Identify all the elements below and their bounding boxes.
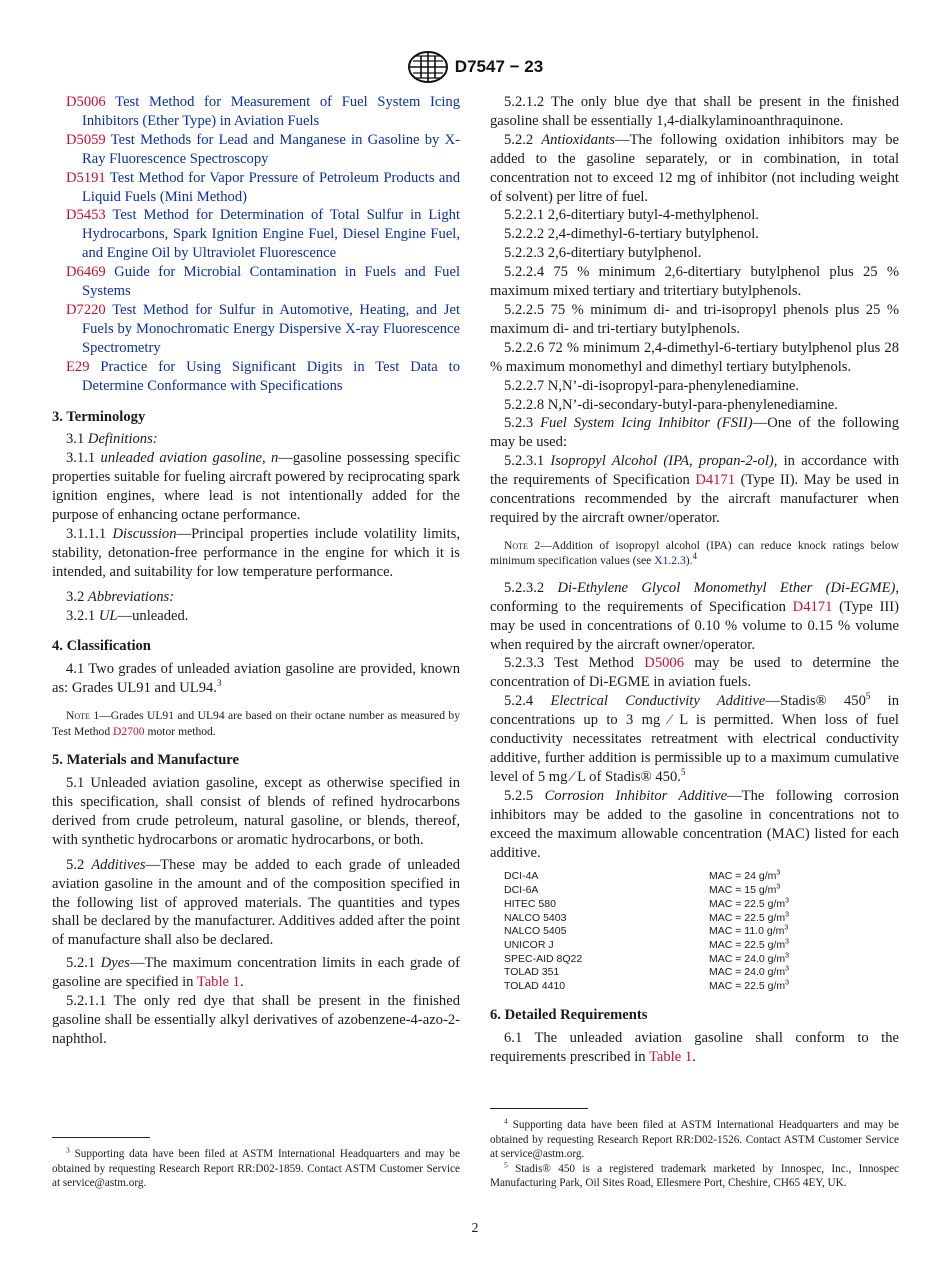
reference-code-link[interactable]: D6469: [66, 264, 106, 281]
page-number: 2: [471, 1221, 479, 1236]
paragraph-5-2-3: 5.2.3 Fuel System Icing Inhibitor (FSII)—One of the following may be used:: [490, 415, 899, 451]
x1-2-3-link[interactable]: X1.2.3: [654, 554, 686, 568]
reference-code-link[interactable]: D5191: [66, 169, 106, 186]
reference-title-link[interactable]: Test Method for Measurement of Fuel System Icing Inhibitors (Ether Type) in Aviation Fuels: [82, 94, 460, 129]
mac-value: MAC = 22.5 $g/m^3$: [709, 938, 790, 951]
additive-name: DCI-6A: [504, 884, 539, 897]
standard-designation: D7547 − 23: [454, 57, 544, 76]
reference-item: [52, 131, 460, 169]
paragraph-3-1-1: 3.1.1 unleaded aviation gasoline, n—gasoline possessing specific properties suitable for fueling aircraft powered by reciprocating spark ignition engines, where lead is not intentionally added for the purpose of enhancing octane performance.: [52, 450, 461, 524]
antioxidant-item: 5.2.2.7 N,N’-di-isopropyl-para-phenylenediamine.: [504, 377, 800, 394]
additive-name: SPEC-AID 8Q22: [504, 952, 583, 965]
paragraph-5-2-3-2: 5.2.3.2 Di-Ethylene Glycol Monomethyl Ether (Di-EGME), conforming to the requirements of Specification D4171 (Type III) may be used in concentrations of 0.10 % volume to 0.15 % volume when required by the aircraft owner/operator.: [490, 579, 900, 653]
note-1: Note 1—Grades UL91 and UL94 are based on their octane number as measured by Test Method D2700 motor method.: [52, 709, 461, 738]
d4171-link[interactable]: D4171: [695, 472, 736, 489]
reference-item: [52, 301, 460, 358]
additive-name: DCI-4A: [504, 870, 539, 883]
mac-value: MAC = 11.0 $g/m^3$: [709, 924, 789, 938]
reference-title-link[interactable]: Test Method for Vapor Pressure of Petroleum Products and Liquid Fuels (Mini Method): [82, 169, 460, 205]
paragraph-5-2-1-1: 5.2.1.1 The only red dye that shall be present in the finished gasoline shall be essentially alkyl derivatives of azobenzene-4-azo-2-naphthol.: [52, 993, 460, 1047]
reference-code-link[interactable]: D5006: [66, 94, 106, 110]
mac-value: MAC = 22.5 $g/m^3$: [709, 911, 790, 924]
table-row: [504, 980, 899, 994]
footnotes-right: [490, 1118, 899, 1191]
paragraph-3-1-1-1: 3.1.1.1 Discussion—Principal properties include volatility limits, stability, detonation-free performance in the engine for which it is intended, and suitability for low temperature performance.: [52, 525, 460, 580]
footnote-4: $^4$ Supporting data have been filed at ASTM International Headquarters and may be obtained by requesting Research Report RR:D02-1526. Contact ASTM Customer Service at service@astm.org.: [490, 1116, 899, 1160]
reference-item: [52, 169, 460, 207]
additive-name: NALCO 5403: [504, 911, 567, 924]
antioxidant-item: 5.2.2.1 2,6-ditertiary butyl-4-methylphenol.: [504, 207, 759, 224]
antioxidant-item: 5.2.2.2 2,4-dimethyl-6-tertiary butylphenol.: [504, 226, 759, 243]
reference-item: [52, 263, 460, 301]
reference-code-link[interactable]: D5059: [66, 131, 106, 148]
reference-code-link[interactable]: D7220: [66, 301, 106, 318]
page-header: [0, 50, 950, 84]
d2700-link[interactable]: D2700: [113, 724, 145, 738]
paragraph-5-2-5: 5.2.5 Corrosion Inhibitor Additive—The following corrosion inhibitors may be added to the gasoline in concentrations not to exceed the maximum allowable concentration (MAC) listed for each additive.: [490, 787, 899, 861]
referenced-documents-list: [52, 93, 460, 396]
reference-title-link[interactable]: Guide for Microbial Contamination in Fuels and Fuel Systems: [82, 264, 460, 300]
antioxidant-item: 5.2.2.5 75 % minimum di- and tri-isopropyl phenols plus 25 % maximum di- and tri-tertiary butylphenols.: [490, 301, 899, 337]
left-column: [52, 93, 460, 1049]
table-row: [504, 953, 899, 967]
section-heading-materials: 5. Materials and Manufacture: [52, 752, 239, 769]
additive-name: UNICOR J: [504, 938, 554, 951]
antioxidant-item: 5.2.2.6 72 % minimum 2,4-dimethyl-6-tertiary butylphenol plus 28 % maximum monomethyl and dimethyl tertiary butylphenols.: [490, 339, 899, 375]
mac-value: MAC = 22.5 $g/m^3$: [709, 979, 790, 993]
paragraph-5-2-4: 5.2.4 Electrical Conductivity Additive—Stadis® $450^5$ in concentrations up to 3 mg ⁄ L is permitted. When loss of fuel conductivity necessitates retreatment with electrical conductivity additive, further addition is permissible up to a maximum cumulative level of 5 mg ⁄ L of Stadis® 450.$^5$: [490, 691, 899, 785]
footnote-rule: [490, 1108, 588, 1109]
right-column: [490, 93, 899, 1066]
additive-name: NALCO 5405: [504, 925, 567, 938]
table-row: [504, 898, 899, 912]
paragraph-5-2-3-1: 5.2.3.1 Isopropyl Alcohol (IPA, propan-2-ol), in accordance with the requirements of Specification D4171 (Type II). May be used in concentrations recommended by the aircraft manufacturer when required by the aircraft owner/operator.: [490, 453, 899, 526]
table-1-link[interactable]: Table 1: [196, 974, 240, 991]
mac-value: MAC = 15 $g/m^3$: [709, 883, 781, 897]
d4171-link[interactable]: D4171: [792, 598, 833, 615]
antioxidant-item: 5.2.2.3 2,6-ditertiary butylphenol.: [504, 245, 702, 262]
paragraph-3-1: 3.1 Definitions:: [66, 431, 158, 448]
reference-code-link[interactable]: E29: [66, 358, 90, 375]
table-1-link[interactable]: Table 1: [649, 1048, 693, 1065]
reference-item: [52, 93, 460, 131]
reference-title-link[interactable]: Test Method for Sulfur in Automotive, Heating, and Jet Fuels by Monochromatic Energy Dispersive X-ray Fluorescence Spectrometry: [82, 301, 460, 356]
paragraph-3-2: 3.2 Abbreviations:: [66, 588, 175, 605]
paragraph-5-2-1: 5.2.1 Dyes—The maximum concentration limits in each grade of gasoline are specified in Table 1.: [52, 955, 460, 991]
d5006-link[interactable]: D5006: [644, 655, 685, 672]
footnote-rule: [52, 1137, 150, 1138]
paragraph-5-1: 5.1 Unleaded aviation gasoline, except as otherwise specified in this specification, shall consist of blends of refined hydrocarbons derived from crude petroleum, natural gasoline, or blends, thereof, with synthetic hydrocarbons or aromatic hydrocarbons, or both.: [52, 775, 460, 848]
reference-title-link[interactable]: Practice for Using Significant Digits in Test Data to Determine Conformance with Specifications: [82, 358, 460, 394]
reference-title-link[interactable]: Test Methods for Lead and Manganese in Gasoline by X-Ray Fluorescence Spectroscopy: [82, 131, 460, 167]
table-row: [504, 884, 899, 898]
reference-item: [52, 206, 460, 263]
additive-name: HITEC 580: [504, 897, 556, 910]
antioxidant-item: 5.2.2.4 75 % minimum 2,6-ditertiary butylphenol plus 25 % maximum mixed tertiary and tritertiary butylphenols.: [490, 264, 899, 300]
paragraph-5-2: 5.2 Additives—These may be added to each grade of unleaded aviation gasoline in the amount and of the composition specified in the following list of approved materials. The quantities and types shall be declared by the manufacturer. Additives added after the point of manufacture shall also be declared.: [52, 856, 460, 949]
reference-code-link[interactable]: D5453: [66, 207, 106, 224]
mac-value: MAC = 22.5 $g/m^3$: [709, 897, 790, 910]
paragraph-5-2-2: 5.2.2 Antioxidants—The following oxidation inhibitors may be added to the gasoline separately, or in combination, in total concentration not to exceed 12 mg of inhibitor (not including weight of solvent) per litre of fuel.: [490, 131, 900, 205]
paragraph-5-2-3-3: 5.2.3.3 Test Method D5006 may be used to determine the concentration of Di-EGME in aviation fuels.: [490, 655, 899, 691]
paragraph-5-2-1-2: 5.2.1.2 The only blue dye that shall be present in the finished gasoline shall be essentially 1,4-dialkylaminoanthraquinone.: [490, 94, 899, 129]
table-row: [504, 870, 899, 884]
table-row: [504, 966, 899, 980]
mac-value: MAC = 24.0 $g/m^3$: [709, 952, 790, 965]
paragraph-4-1: 4.1 Two grades of unleaded aviation gasoline are provided, known as: Grades UL91 and UL94.$^3$: [52, 661, 460, 697]
footnote-5: $^5$ Stadis® 450 is a registered trademark marketed by Innospec, Inc., Innospec Manufacturing Park, Oil Sites Road, Ellesmere Port, Cheshire, CH65 4EY, UK.: [490, 1159, 899, 1189]
astm-logo-icon: [407, 50, 449, 84]
additive-name: TOLAD 4410: [504, 980, 566, 993]
footnote-3: $^3$ Supporting data have been filed at ASTM International Headquarters and may be obtained by requesting Research Report RR:D02-1859. Contact ASTM Customer Service at service@astm.org.: [52, 1145, 460, 1189]
mac-value: MAC = 24.0 $g/m^3$: [709, 965, 790, 979]
additive-name: TOLAD 351: [504, 966, 560, 979]
note-2: Note 2—Addition of isopropyl alcohol (IPA) can reduce knock ratings below minimum specification values (see X1.2.3).$^4$: [490, 538, 899, 568]
table-row: [504, 912, 899, 926]
mac-table: [504, 870, 899, 993]
section-heading-classification: 4. Classification: [52, 638, 151, 655]
section-heading-terminology: 3. Terminology: [52, 408, 146, 425]
reference-title-link[interactable]: Test Method for Determination of Total Sulfur in Light Hydrocarbons, Spark Ignition Engine Fuel, Diesel Engine Fuel, and Engine Oil by Ultraviolet Fluorescence: [82, 207, 460, 262]
paragraph-3-2-1: 3.2.1 UL—unleaded.: [66, 607, 189, 624]
table-row: [504, 925, 899, 939]
paragraph-6-1: 6.1 The unleaded aviation gasoline shall conform to the requirements prescribed in Table 1.: [490, 1029, 899, 1065]
section-heading-detailed-requirements: 6. Detailed Requirements: [490, 1006, 648, 1023]
reference-item: [52, 358, 460, 396]
table-row: [504, 939, 899, 953]
antioxidant-item: 5.2.2.8 N,N’-di-secondary-butyl-para-phenylenediamine.: [504, 396, 838, 413]
mac-value: MAC = 24 $g/m^3$: [709, 869, 781, 883]
